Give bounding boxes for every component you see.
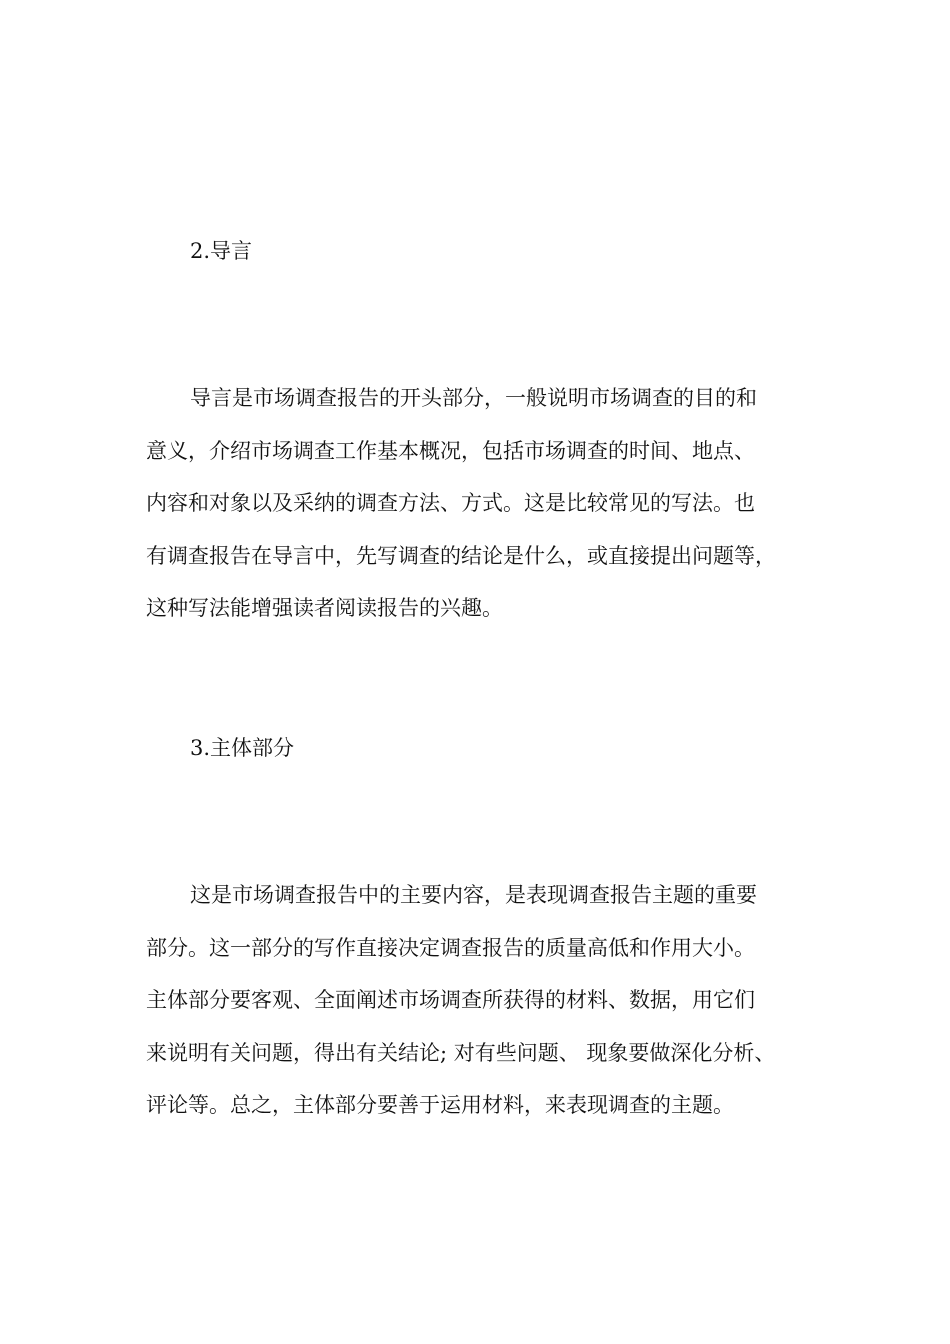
paragraph-line: 部分。这一部分的写作直接决定调查报告的质量高低和作用大小。: [146, 935, 755, 960]
paragraph-line: 导言是市场调查报告的开头部分，一般说明市场调查的目的和: [190, 386, 757, 410]
paragraph-line: 有调查报告在导言中，先写调查的结论是什么，或直接提出问题等，: [146, 543, 776, 568]
paragraph-line: 内容和对象以及采纳的调查方法、方式。这是比较常见的写法。也: [146, 491, 755, 515]
paragraph-line: 意义，介绍市场调查工作基本概况，包括市场调查的时间、地点、: [146, 438, 755, 463]
paragraph-line: 来说明有关问题，得出有关结论; 对有些问题、 现象要做深化分析、: [146, 1040, 776, 1065]
paragraph-line: 这种写法能增强读者阅读报告的兴趣。: [146, 596, 503, 620]
paragraph-line: 评论等。总之，主体部分要善于运用材料，来表现调查的主题。: [146, 1093, 734, 1117]
paragraph-line: 主体部分要客观、全面阐述市场调查所获得的材料、数据，用它们: [146, 988, 755, 1012]
paragraph-line: 这是市场调查报告中的主要内容，是表现调查报告主题的重要: [190, 883, 757, 907]
section-heading-intro: 2.导言: [190, 239, 253, 263]
section-heading-body: 3.主体部分: [190, 736, 295, 760]
paragraph-body: [146, 877, 836, 1140]
paragraph-intro: [146, 380, 836, 643]
